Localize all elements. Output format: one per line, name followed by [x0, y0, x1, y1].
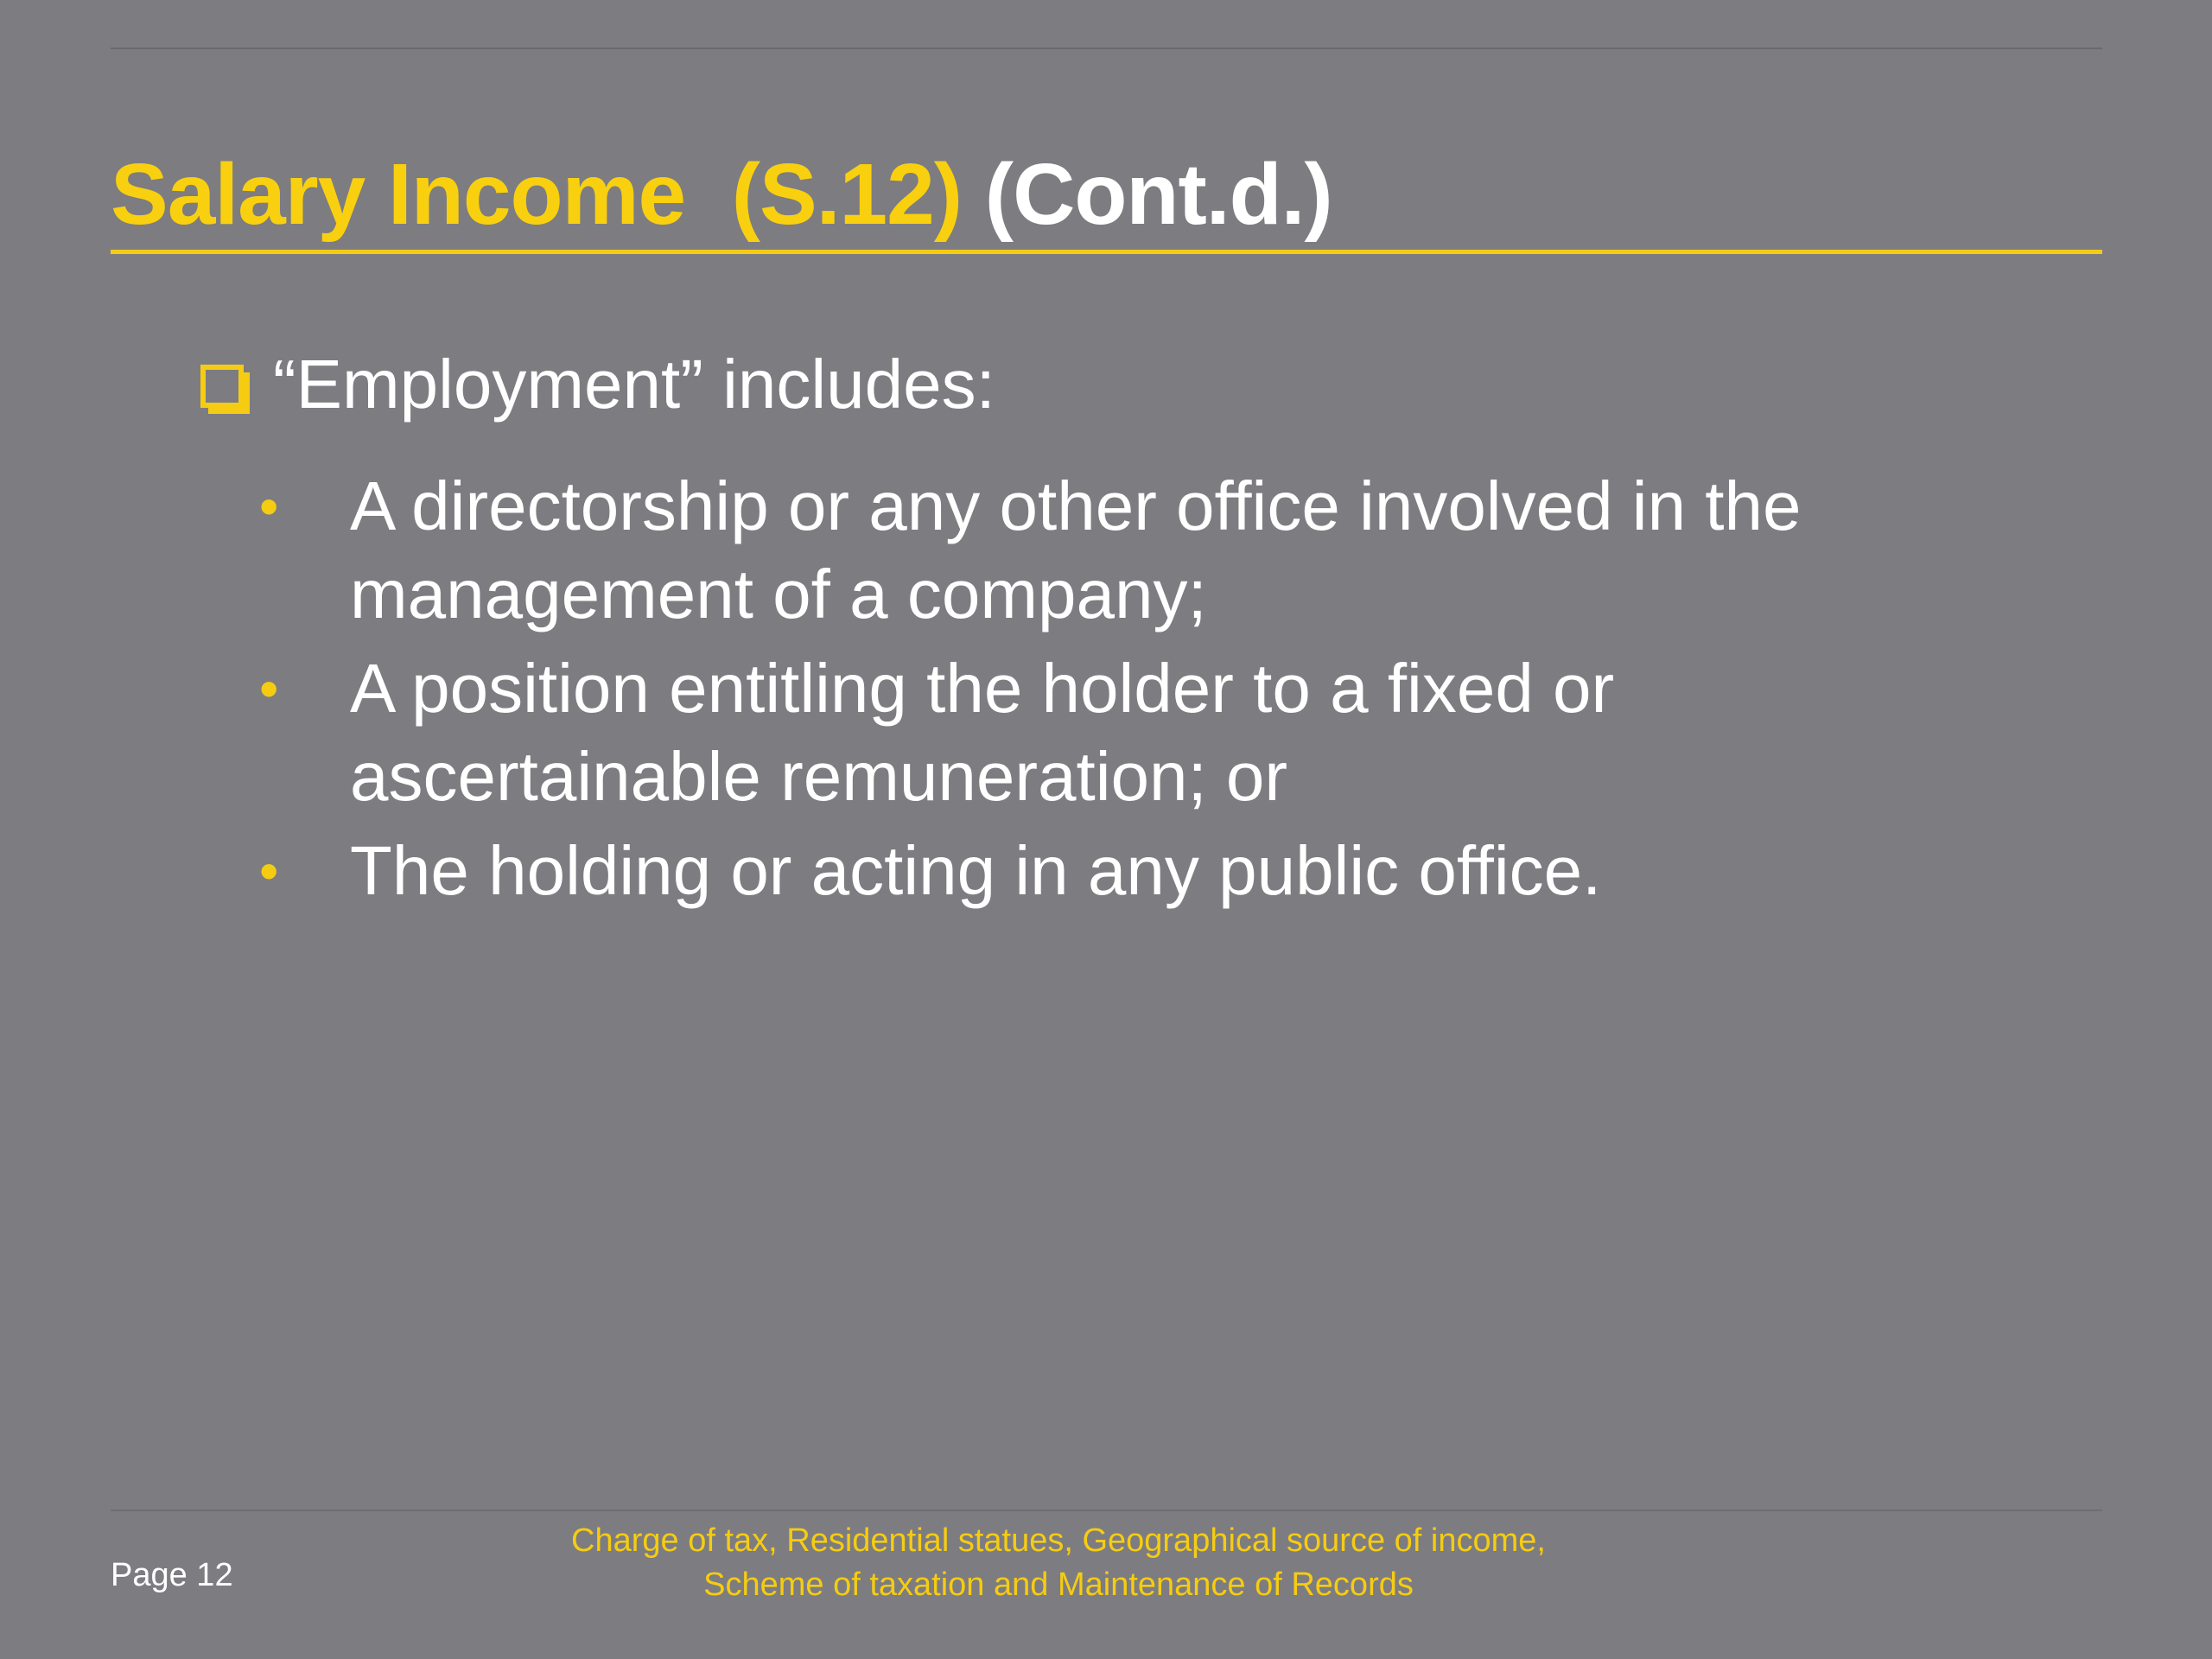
sub-bullet-item: [259, 462, 1987, 639]
sub-bullet-item: [259, 827, 1987, 915]
main-bullet: [200, 341, 995, 428]
sub-bullet-line: management of a company;: [350, 556, 1207, 632]
bullet-dot-icon: •: [259, 658, 279, 720]
footer-subject-line: Charge of tax, Residential statues, Geographical source of income,: [571, 1522, 1546, 1559]
main-bullet-text: “Employment” includes:: [273, 346, 995, 423]
bullet-dot-icon: •: [259, 475, 279, 537]
sub-bullet-line: ascertainable remuneration; or: [350, 738, 1288, 815]
sub-bullet-item: [259, 645, 1987, 821]
top-divider: [111, 48, 2102, 49]
checkbox-icon: [200, 365, 244, 408]
sub-bullet-line: A directorship or any other office involved in the: [350, 467, 1802, 544]
footer-divider: [111, 1510, 2102, 1511]
bullet-dot-icon: •: [259, 840, 279, 902]
title-main: Salary Income (S.12): [111, 146, 963, 243]
footer-subject-line: Scheme of taxation and Maintenance of Records: [703, 1567, 1414, 1603]
title-continued: (Cont.d.): [962, 146, 1332, 243]
sub-bullet-line: The holding or acting in any public office.: [350, 832, 1602, 909]
page-number: Page 12: [111, 1557, 233, 1593]
title-underline: [111, 250, 2102, 254]
sub-bullet-list: [259, 462, 1987, 921]
footer-subject: [484, 1519, 1633, 1607]
sub-bullet-line: A position entitling the holder to a fixed or: [350, 650, 1615, 727]
slide-title: [111, 138, 1332, 251]
